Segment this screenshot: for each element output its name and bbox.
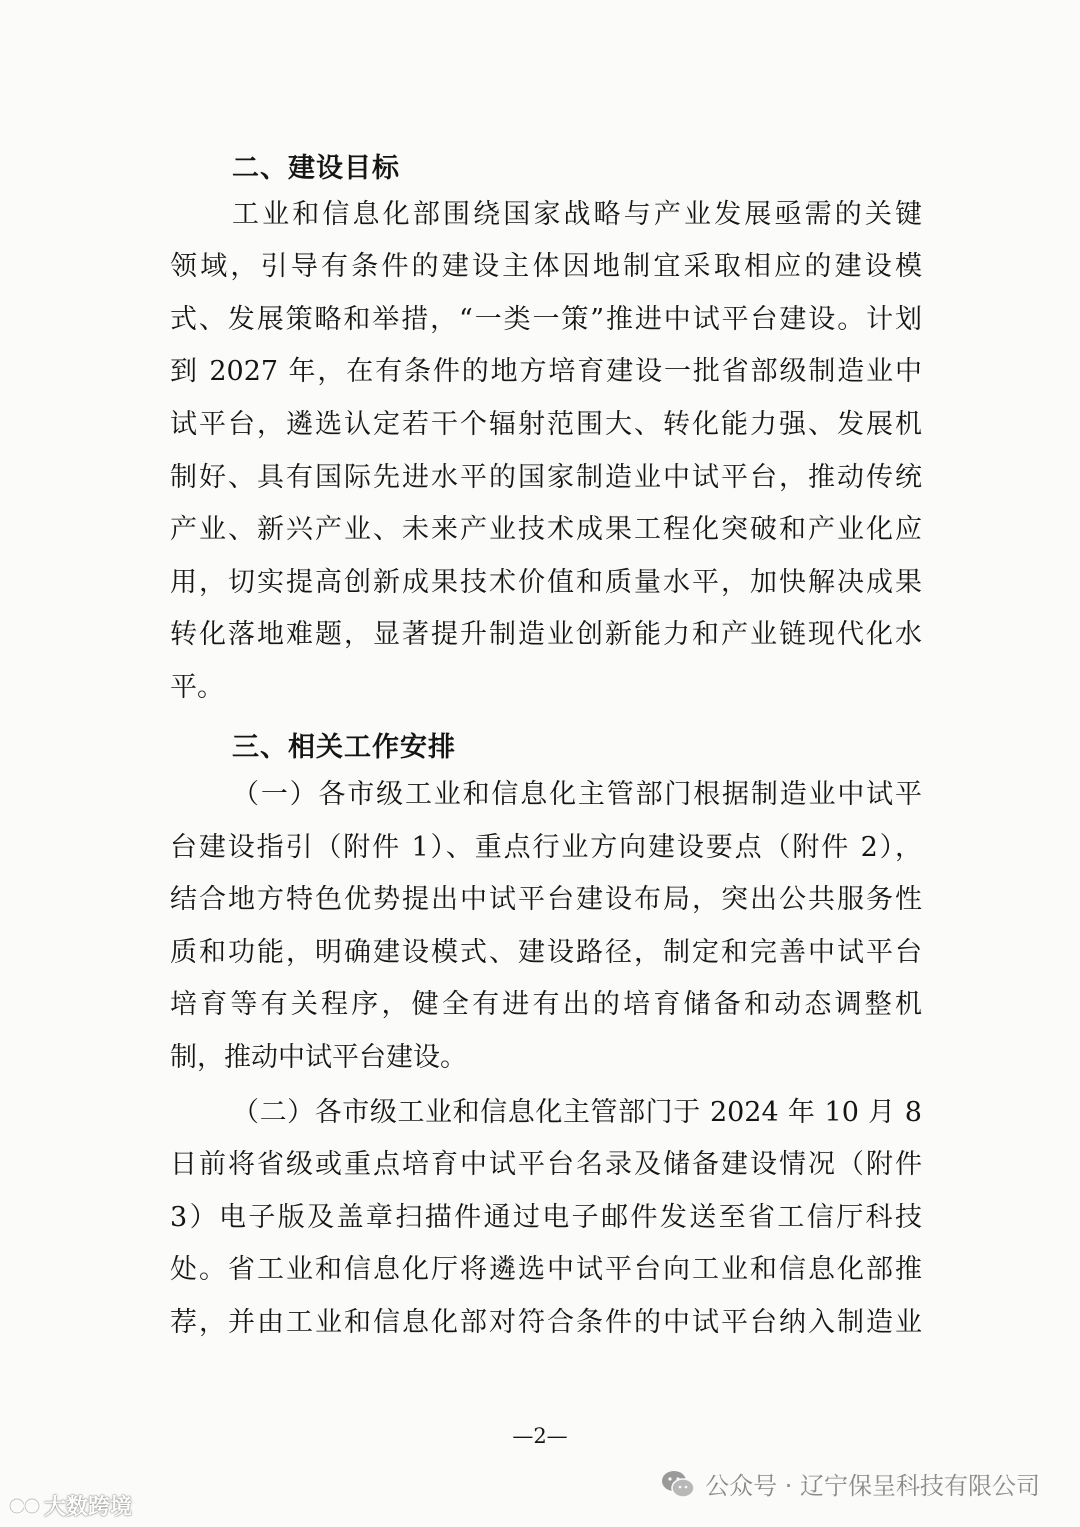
section-2-line: 试平台，遴选认定若干个辐射范围大、转化能力强、发展机 — [170, 409, 922, 440]
section-2-line: 转化落地难题，显著提升制造业创新能力和产业链现代化水 — [170, 619, 922, 650]
section-3-item-1-line: 结合地方特色优势提出中试平台建设布局，突出公共服务性 — [170, 884, 922, 915]
section-2-line: 领域，引导有条件的建设主体因地制宜采取相应的建设模 — [170, 251, 922, 282]
section-2-line: 用，切实提高创新成果技术价值和质量水平，加快解决成果 — [170, 567, 922, 598]
section-2-line: 工业和信息化部围绕国家战略与产业发展亟需的关键 — [232, 199, 922, 230]
page-number: —2— — [512, 1424, 568, 1448]
section-3-item-2-line: （二）各市级工业和信息化主管部门于 2024 年 10 月 8 — [232, 1097, 922, 1128]
section-2-line: 产业、新兴产业、未来产业技术成果工程化突破和产业化应 — [170, 514, 922, 545]
wechat-icon — [661, 1469, 695, 1499]
section-3-item-1-line: 制，推动中试平台建设。 — [170, 1042, 467, 1073]
section-2-heading: 二、建设目标 — [232, 153, 400, 184]
section-3-item-1-line: 台建设指引（附件 1）、重点行业方向建设要点（附件 2）， — [170, 832, 922, 863]
section-3-item-2-line: 处。省工业和信息化厅将遴选中试平台向工业和信息化部推 — [170, 1254, 922, 1285]
brand-logo-text: 大数跨境 — [44, 1495, 133, 1520]
section-3-item-1-line: （一）各市级工业和信息化主管部门根据制造业中试平 — [232, 779, 922, 810]
section-3-item-1-line: 培育等有关程序，健全有进有出的培育储备和动态调整机 — [170, 989, 922, 1020]
section-2-line: 平。 — [170, 672, 224, 703]
wechat-watermark — [661, 1466, 1040, 1501]
brand-logo — [8, 1490, 132, 1521]
brand-logo-icon — [8, 1494, 42, 1518]
section-3-item-2-line: 荐，并由工业和信息化部对符合条件的中试平台纳入制造业 — [170, 1307, 922, 1338]
section-2-line: 到 2027 年，在有条件的地方培育建设一批省部级制造业中 — [170, 356, 922, 387]
section-2-line: 制好、具有国际先进水平的国家制造业中试平台，推动传统 — [170, 462, 922, 493]
section-3-heading: 三、相关工作安排 — [232, 732, 456, 763]
watermark-text: 公众号 · 辽宁保呈科技有限公司 — [705, 1472, 1040, 1500]
section-3-item-1-line: 质和功能，明确建设模式、建设路径，制定和完善中试平台 — [170, 937, 922, 968]
section-2-line: 式、发展策略和举措，“一类一策”推进中试平台建设。计划 — [170, 304, 922, 335]
section-3-item-2-line: 日前将省级或重点培育中试平台名录及储备建设情况（附件 — [170, 1149, 922, 1180]
section-3-item-2-line: 3）电子版及盖章扫描件通过电子邮件发送至省工信厅科技 — [170, 1202, 922, 1233]
